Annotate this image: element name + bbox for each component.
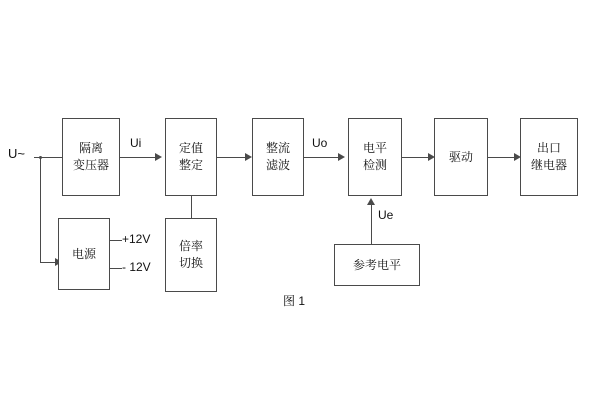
wire-reference-to-level-detect — [371, 205, 372, 244]
block-output-relay-line2: 继电器 — [530, 158, 567, 172]
label-plus12v: +12V — [122, 232, 151, 246]
label-uo: Uo — [312, 136, 328, 150]
block-output-relay — [520, 118, 578, 196]
wire-setting-to-multiplier — [191, 196, 192, 218]
input-source-label: U~ — [8, 146, 25, 161]
arrow-to-rectifier — [245, 153, 252, 161]
block-reference-level-line1: 参考电平 — [352, 257, 401, 272]
block-driver — [434, 118, 488, 196]
label-minus12v: - 12V — [122, 260, 151, 274]
figure-caption: 图 1 — [283, 294, 306, 308]
block-output-relay-line1: 出口 — [536, 141, 561, 155]
block-level-detect — [348, 118, 402, 196]
block-setting-line1: 定值 — [178, 141, 203, 155]
block-multiplier-switch-line2: 切换 — [178, 256, 203, 270]
wire-power-minus12v — [110, 268, 122, 269]
label-ui: Ui — [130, 136, 142, 150]
block-driver-line1: 驱动 — [448, 149, 473, 164]
wire-rectifier-to-level-detect — [304, 157, 342, 158]
block-multiplier-switch — [165, 218, 217, 292]
wire-input-branch-vertical — [40, 157, 41, 262]
junction-dot — [39, 156, 42, 159]
block-reference-level — [334, 244, 420, 286]
arrow-to-setting — [155, 153, 162, 161]
block-isolation-transformer — [62, 118, 120, 196]
block-rectifier-filter-line1: 整流 — [265, 141, 290, 155]
block-power-supply-line1: 电源 — [71, 246, 96, 261]
wire-power-plus12v — [110, 240, 122, 241]
arrow-to-level-detect-up — [367, 198, 375, 205]
block-level-detect-line1: 电平 — [362, 141, 387, 155]
label-ue: Ue — [378, 208, 394, 222]
block-setting-line2: 整定 — [178, 158, 203, 172]
wire-transformer-to-setting — [120, 157, 158, 158]
block-level-detect-line2: 检测 — [362, 158, 387, 172]
block-isolation-transformer-line1: 隔离 — [78, 141, 103, 155]
arrow-to-level-detect — [338, 153, 345, 161]
block-setting — [165, 118, 217, 196]
block-rectifier-filter — [252, 118, 304, 196]
block-rectifier-filter-line2: 滤波 — [265, 158, 290, 172]
block-isolation-transformer-line2: 变压器 — [72, 158, 109, 172]
block-multiplier-switch-line1: 倍率 — [178, 239, 203, 253]
block-power-supply — [58, 218, 110, 290]
